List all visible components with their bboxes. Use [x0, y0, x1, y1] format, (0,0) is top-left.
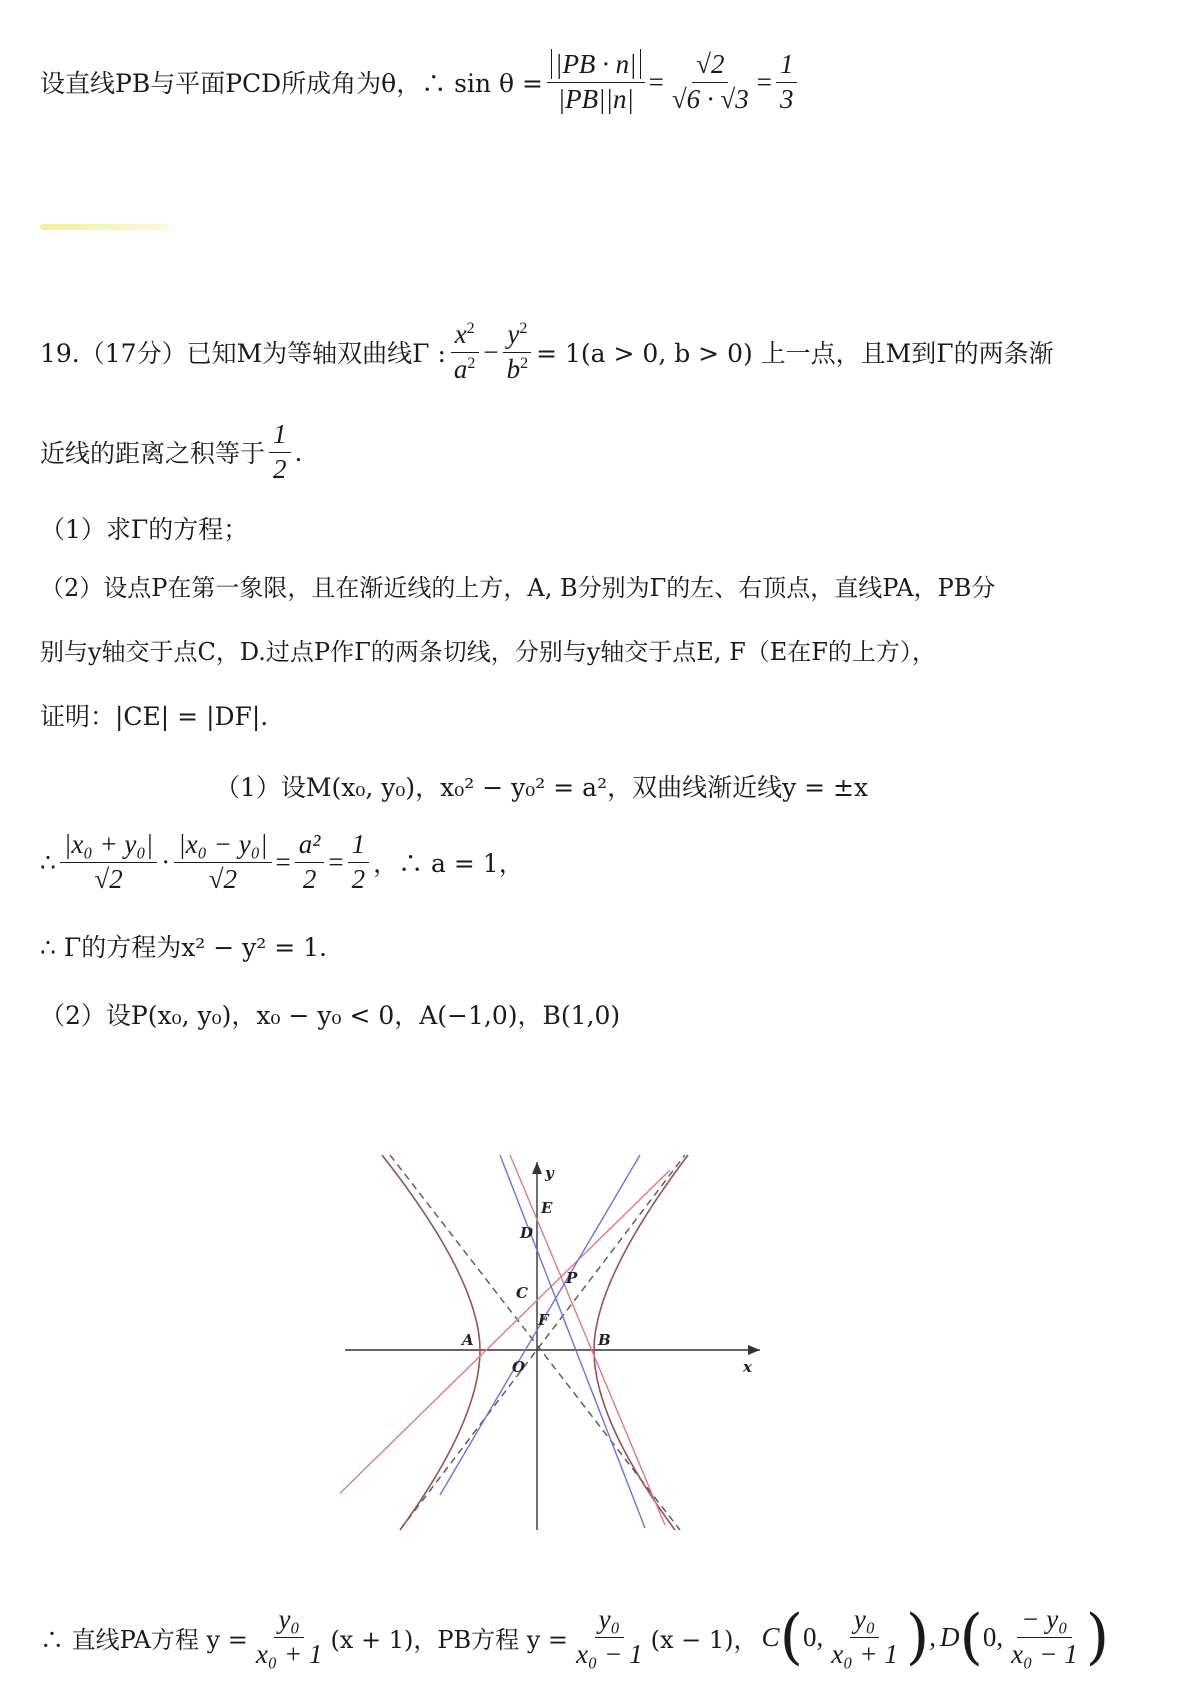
point-c-zero: 0,: [802, 1621, 824, 1652]
label-c: C: [516, 1284, 528, 1302]
frac-y0-x0m1: [572, 1605, 647, 1669]
frac-one-half: [348, 830, 370, 894]
frac-c-coord: [827, 1605, 902, 1669]
part-1-question: （1）求Γ的方程；: [40, 515, 249, 544]
one-half: [269, 420, 291, 484]
label-a: A: [462, 1331, 474, 1349]
label-y: y: [545, 1164, 554, 1182]
part-2-line-c: 证明：|CE| = |DF|.: [40, 702, 269, 731]
two-den-b: 2: [351, 863, 366, 894]
denominator-sqrt6-sqrt3: √6 · √3: [671, 83, 749, 114]
pb-y0: y₀: [595, 1605, 624, 1638]
fraction-2: [668, 50, 753, 114]
part-2-line-a: （2）设点P在第一象限，且在渐近线的上方，A, B分别为Γ的左、右顶点，直线PA，PB分: [40, 574, 996, 602]
pa-x0p1: x₀ + 1: [255, 1638, 323, 1669]
part-2-line-b: 别与y轴交于点C，D.过点P作Γ的两条切线，分别与y轴交于点E, F（E在F的上方），: [40, 638, 936, 666]
sin-theta-text: 设直线PB与平面PCD所成角为θ，∴ sin θ =: [40, 69, 544, 99]
point-d-zero: 0,: [982, 1621, 1004, 1652]
a-squared: a²: [295, 830, 325, 863]
label-b: B: [598, 1331, 611, 1349]
denominator-pb-n: |PB||n|: [557, 83, 634, 114]
label-p: P: [566, 1269, 578, 1287]
pb-x0m1: x₀ − 1: [576, 1638, 643, 1669]
point-d-label: D: [940, 1621, 960, 1652]
solution-part-2: （2）设P(x₀, y₀)，x₀ − y₀ < 0，A(−1,0)，B(1,0): [40, 1001, 621, 1030]
frac-x0-minus-y0: [174, 830, 271, 894]
label-x: x: [743, 1358, 752, 1376]
problem-19-head: 19.（17分）已知M为等轴双曲线Γ : $\frac{x^2}{a^2}$ − $\frac{y^2}{b^2}$ = 1(a > 0, b > 0) 上一点，且M到Γ的两条渐: [40, 319, 1054, 384]
pb-equation-tail: (x − 1)，: [650, 1625, 758, 1654]
two-den: 2: [302, 863, 317, 894]
frac-d-coord: [1007, 1605, 1082, 1669]
half-num: 1: [269, 420, 291, 453]
x0-plus-y0: |x₀ + y₀|: [60, 830, 157, 863]
sqrt2-den-a: √2: [94, 863, 123, 894]
label-d: D: [520, 1224, 534, 1242]
fraction-result: [776, 50, 798, 114]
pa-equation-label: ∴ 直线PA方程 y =: [40, 1625, 248, 1654]
label-o: O: [512, 1358, 526, 1376]
label-e: E: [541, 1199, 553, 1217]
x-axis-arrow-icon: [748, 1345, 760, 1355]
pa-y0: y₀: [274, 1605, 303, 1638]
d-neg-y0: − y₀: [1017, 1605, 1071, 1638]
c-y0: y₀: [850, 1605, 879, 1638]
frac-y0-x0p1: [252, 1605, 327, 1669]
solution-equation: ∴ Γ的方程为x² − y² = 1.: [40, 933, 327, 962]
solution-1: （1）设M(x₀, y₀)，x₀² − y₀² = a²，双曲线渐近线y = ±x: [215, 773, 869, 802]
line-pa: [340, 1170, 670, 1508]
problem-19-equation-rest: = 1(a > 0, b > 0) 上一点，且M到Γ的两条渐: [536, 339, 1054, 369]
result-numerator: 1: [776, 50, 798, 83]
y-axis-arrow-icon: [532, 1162, 542, 1174]
y2-over-b2: $\frac{y^2}{b^2}$: [503, 320, 533, 384]
line-sin-theta: 设直线PB与平面PCD所成角为θ，∴ sin θ = $\frac{|PB \cdot n|}{|PB||n|}$ = $\frac{√2}{√6 \cdot √3}$ = $\frac{1}{3}$: [40, 50, 801, 114]
x2-over-a2: $\frac{x^2}{a^2}$: [450, 320, 480, 384]
tangent-line-2: [500, 1155, 645, 1528]
one-num: 1: [348, 830, 370, 863]
solution-distance: ∴ $\frac{\text{|x₀ + y₀|}}{√2}$ · $\frac{\text{|x₀ − y₀|}}{√2}$ = $\frac{\text{a²}}{2}$ = $\frac{1}{2}$ ，∴ a = 1，: [40, 829, 524, 894]
distance-product-text: 近线的距离之积等于: [40, 439, 266, 469]
half-den: 2: [273, 453, 287, 484]
problem-19-intro: 19.（17分）已知M为等轴双曲线Γ :: [40, 339, 446, 369]
d-x0m1: x₀ − 1: [1011, 1638, 1078, 1669]
numerator-sqrt2: √2: [692, 50, 728, 83]
sqrt2-den-b: √2: [208, 863, 238, 894]
fraction-1: [547, 50, 645, 114]
frac-a2-over-2: [295, 830, 325, 894]
a-equals-1: ，∴ a = 1，: [373, 849, 524, 879]
result-denominator: 3: [779, 83, 794, 114]
c-x0p1: x₀ + 1: [831, 1638, 898, 1669]
highlight-mark: [40, 224, 170, 230]
point-c-label: C: [761, 1621, 780, 1652]
frac-x0-plus-y0: [60, 830, 157, 894]
solution-lines-pa-pb: ∴ 直线PA方程 y = $\frac{\text{y₀}}{\text{x₀ + 1}}$ (x + 1)，PB方程 y = $\frac{\text{y₀}}{\text{x₀ − 1}}$ (x − 1)， C ( 0, $\frac{\text{y₀}}{\text{x₀ + 1}}$ ) , D ( 0, $\frac{\text{− y₀}}{\text{x₀ − 1}}$ ): [40, 1602, 1110, 1673]
hyperbola-figure: [340, 1150, 780, 1540]
label-f: F: [538, 1311, 549, 1329]
numerator-pb-n: |PB · n|: [551, 49, 641, 79]
therefore-symbol: ∴: [40, 847, 56, 877]
x0-minus-y0: |x₀ − y₀|: [174, 830, 271, 863]
problem-19-continue: 近线的距离之积等于 $\frac{1}{2}$ .: [40, 419, 303, 484]
pb-equation-label: (x + 1)，PB方程 y =: [330, 1625, 569, 1654]
